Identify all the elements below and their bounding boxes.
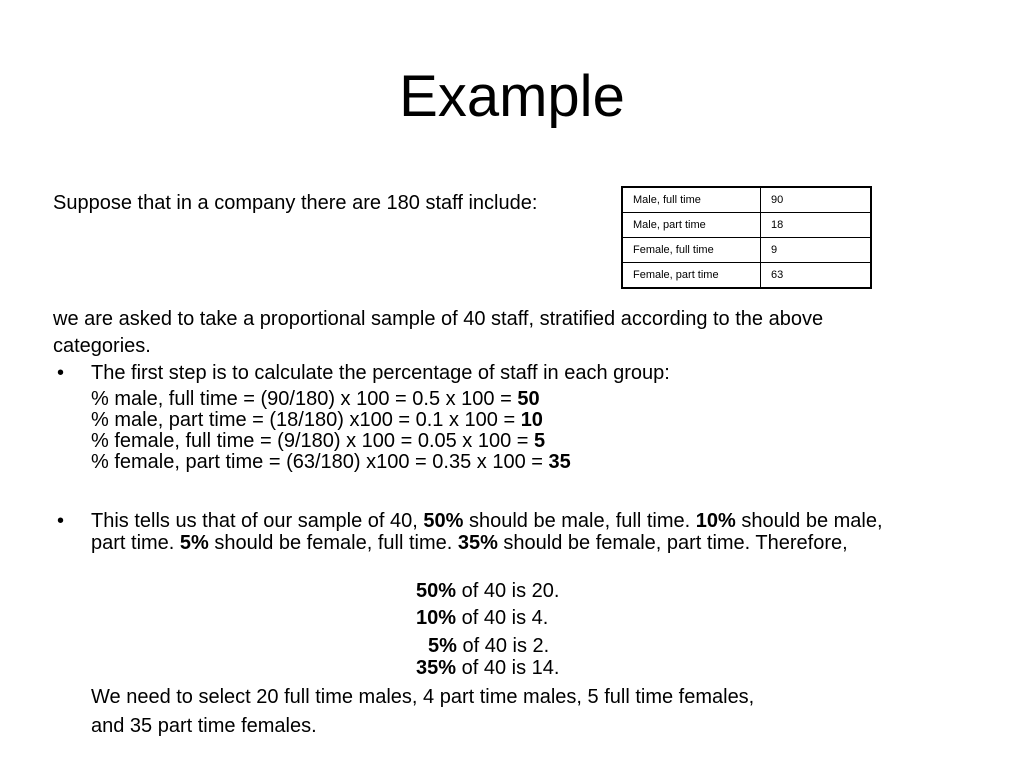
table-cell-category: Male, full time [622,187,761,213]
result-line [416,657,559,680]
table-row [622,213,871,238]
calc-formula: % male, part time = (18/180) x100 = 0.1 x 100 = [91,409,521,431]
result-text: of 40 is 2. [456,635,550,657]
calc-result: 50 [517,388,540,410]
bullet-marker: • [57,362,65,384]
result-line [416,607,548,630]
calc-line [91,410,571,431]
closing-line: and 35 part time females. [91,715,317,737]
result-line [428,635,549,658]
result-text: of 40 is 20. [456,580,560,602]
result-percent: 50% [416,580,457,602]
conclusion-percent: 35% [457,532,498,554]
conclusion-percent: 50% [423,510,464,532]
table-cell-category: Male, part time [622,213,761,238]
calc-result: 5 [534,430,546,452]
calculation-lines [91,389,571,473]
calc-result: 10 [520,409,543,431]
table-cell-count: 9 [761,238,872,263]
calc-formula: % male, full time = (90/180) x 100 = 0.5 x 100 = [91,388,518,410]
bullet-marker: • [57,510,65,532]
intro-text: Suppose that in a company there are 180 staff include: [53,192,538,214]
result-line [416,580,559,603]
closing-text [91,683,754,741]
calc-line [91,389,571,410]
table-row [622,263,871,289]
result-percent: 35% [416,657,457,679]
table-row [622,238,871,263]
calc-formula: % female, part time = (63/180) x100 = 0.35 x 100 = [91,451,549,473]
staff-table [621,186,872,289]
result-text: of 40 is 14. [456,657,560,679]
conclusion-part: This tells us that of our sample of 40, [91,510,424,532]
calc-line [91,452,571,473]
calc-line [91,431,571,452]
closing-line: We need to select 20 full time males, 4 part time males, 5 full time females, [91,686,755,708]
conclusion-part: should be female, part time. Therefore, [497,532,848,554]
calc-result: 35 [548,451,571,473]
bullet-text [91,510,906,554]
table-cell-category: Female, part time [622,263,761,289]
bullet-text: The first step is to calculate the percentage of staff in each group: [91,362,670,384]
sampling-paragraph: we are asked to take a proportional sample of 40 staff, stratified according to the above categories. [53,308,824,357]
table-cell-category: Female, full time [622,238,761,263]
table-cell-count: 63 [761,263,872,289]
calc-formula: % female, full time = (9/180) x 100 = 0.05 x 100 = [91,430,535,452]
conclusion-part: should be male, part time. [91,510,883,554]
result-percent: 10% [416,607,457,629]
table-cell-count: 90 [761,187,872,213]
conclusion-percent: 10% [695,510,736,532]
table-row [622,187,871,213]
slide-title: Example [399,64,625,129]
table-cell-count: 18 [761,213,872,238]
result-percent: 5% [428,635,457,657]
conclusion-part: should be female, full time. [208,532,458,554]
conclusion-part: should be male, full time. [463,510,696,532]
conclusion-percent: 5% [179,532,209,554]
result-text: of 40 is 4. [456,607,549,629]
